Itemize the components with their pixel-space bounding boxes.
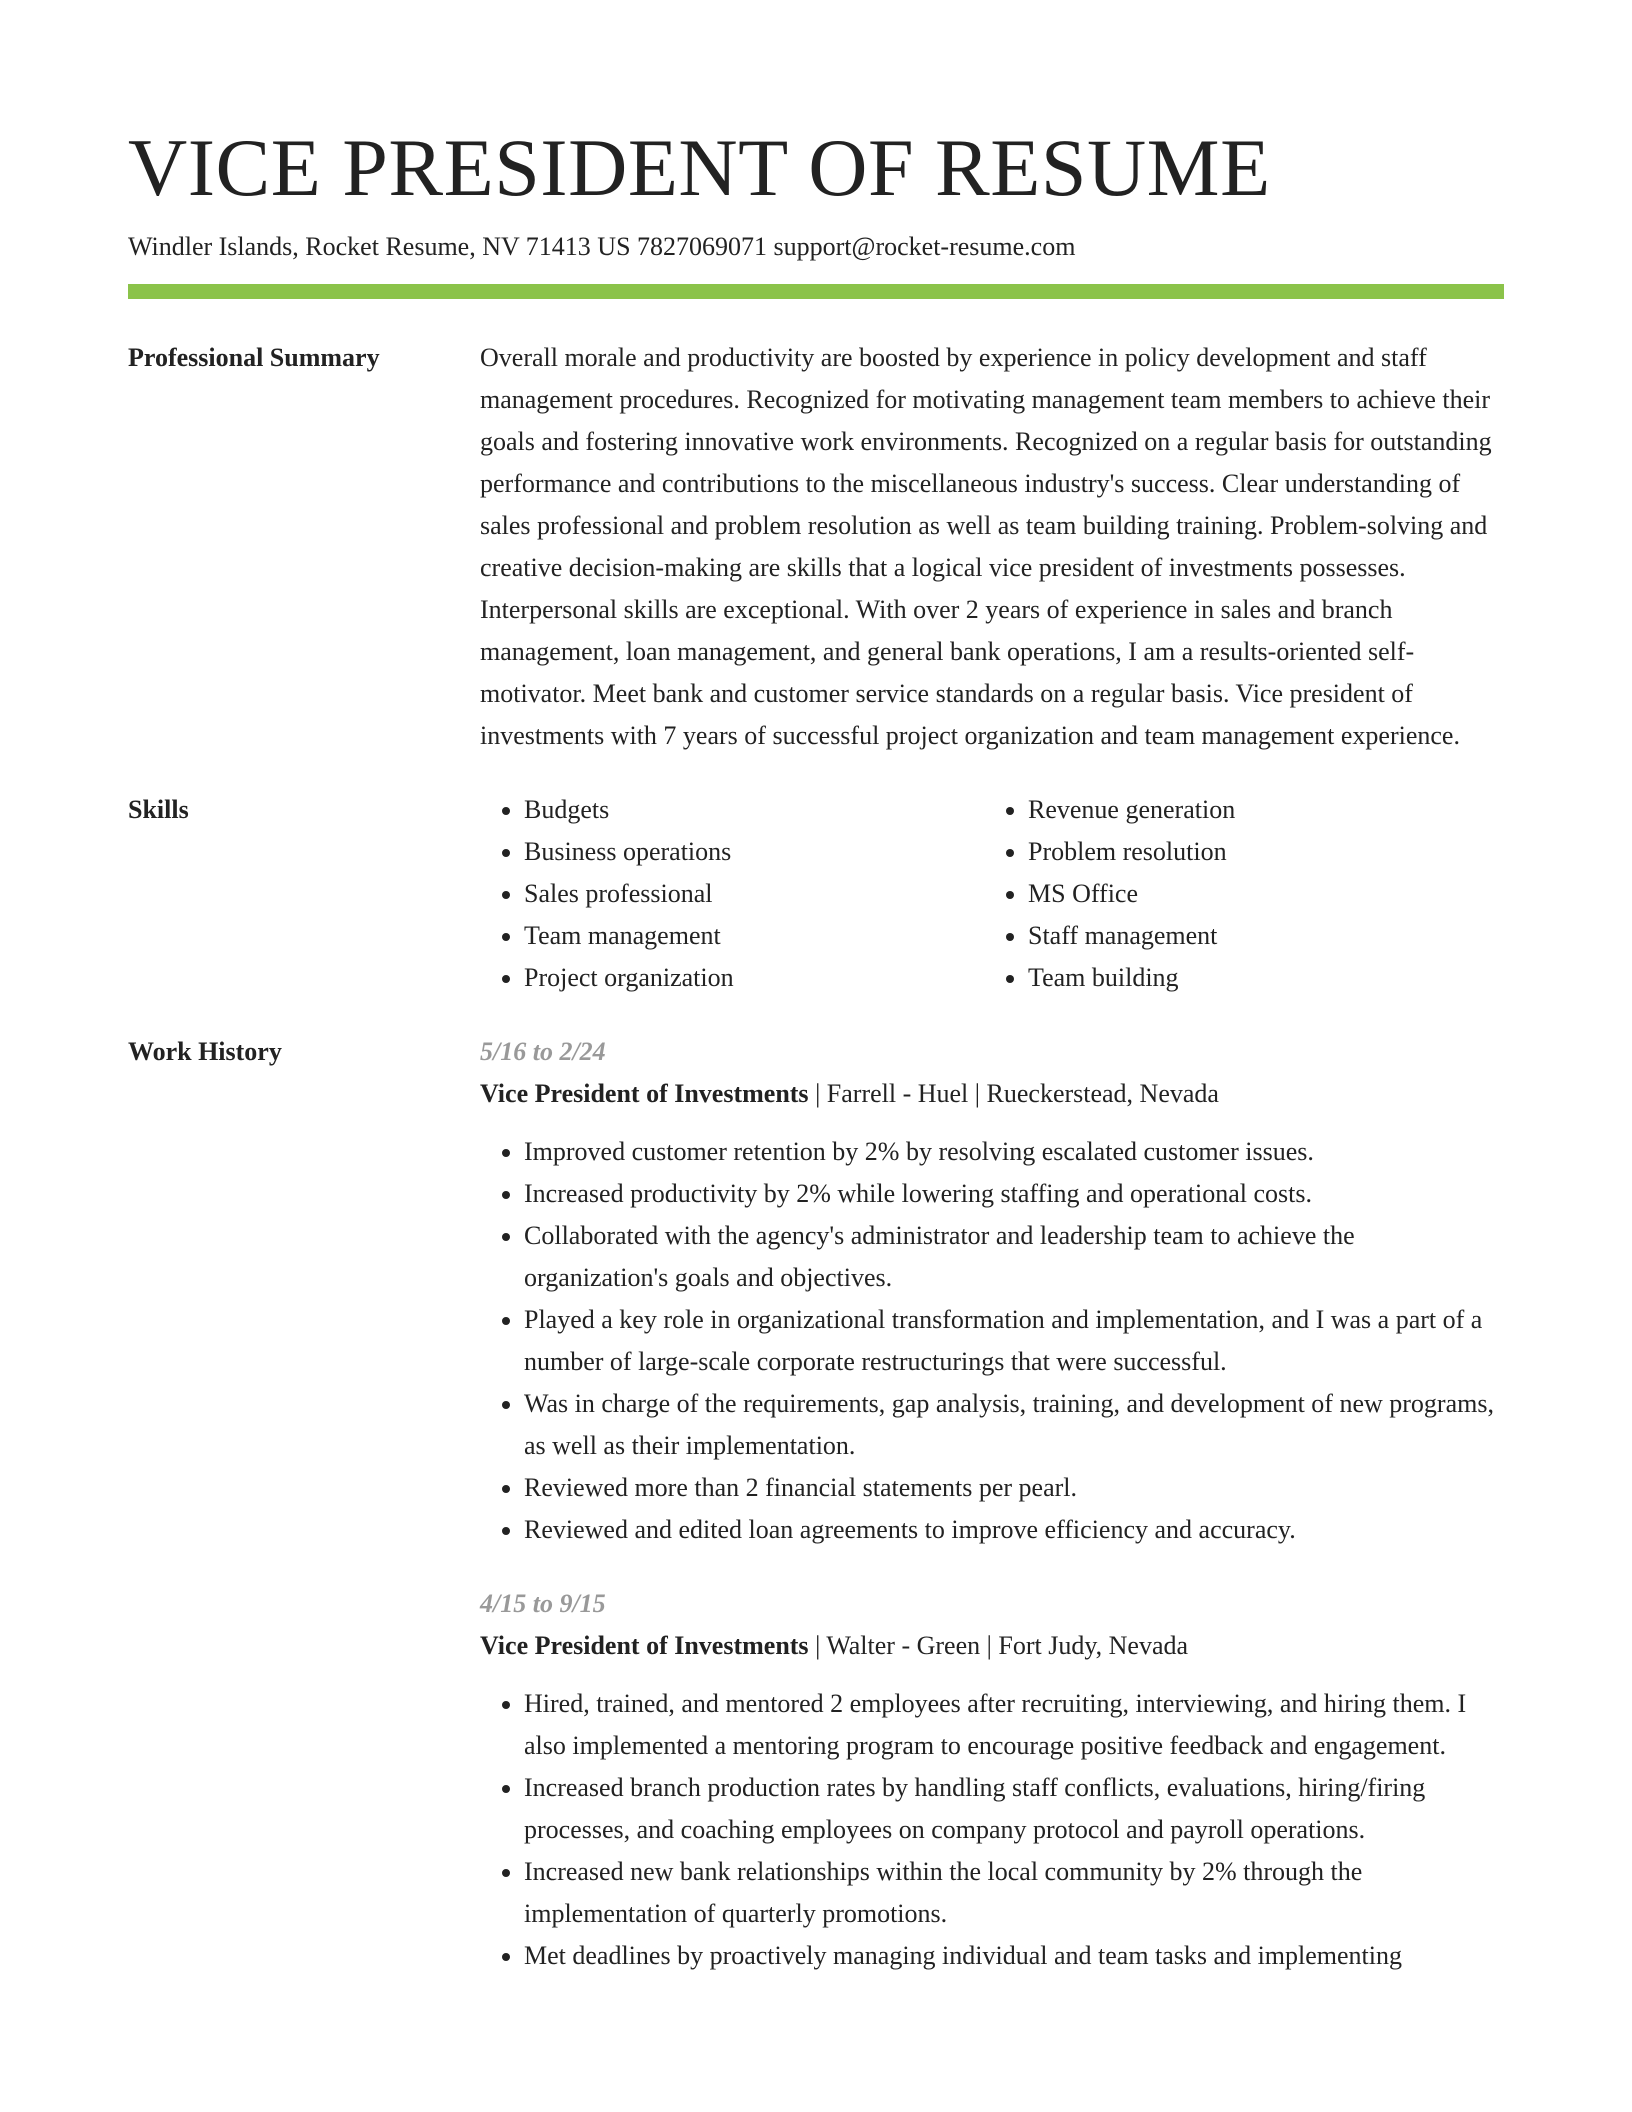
job-bullets [480,1131,1504,1551]
skill-item: • Project organization [524,957,984,999]
skill-item: • Problem resolution [1028,831,1488,873]
job-company: Walter - Green [826,1631,981,1660]
job-company: Farrell - Huel [826,1079,969,1108]
contact-address: Windler Islands, Rocket Resume, NV 71413 US [128,232,631,261]
skill-item: • Staff management [1028,915,1488,957]
resume-page [128,118,1504,1977]
job-heading: Vice President of Investments | Farrell - Huel | Rueckerstead, Nevada [480,1079,1219,1108]
job-bullet: • Increased productivity by 2% while lowering staffing and operational costs. [524,1173,1504,1215]
job-entry [480,1031,1504,1551]
skill-item: • Team management [524,915,984,957]
header-divider [128,284,1504,299]
summary-text: Overall morale and productivity are boosted by experience in policy development and staff management procedures. Recognized for motivating management team members to achieve their goals and fostering innovative work environments. Recognized on a regular basis for outstanding performance and contributions to the miscellaneous industry's success. Clear understanding of sales professional and problem resolution as well as team building training. Problem-solving and creative decision-making are skills that a logical vice president of investments possesses. Interpersonal skills are exceptional. With over 2 years of experience in sales and branch management, loan management, and general bank operations, I am a results-oriented self-motivator. Meet bank and customer service standards on a regular basis. Vice president of investments with 7 years of successful project organization and team management experience. [480,343,1492,750]
job-dates: 4/15 to 9/15 [480,1589,606,1618]
job-bullet: • Met deadlines by proactively managing individual and team tasks and implementing [524,1935,1504,1977]
skills-section [128,789,1504,999]
skills-list-left [480,789,984,999]
contact-line [128,230,1504,264]
contact-phone: 7827069071 [637,232,768,261]
job-bullet: • Reviewed more than 2 financial statements per pearl. [524,1467,1504,1509]
job-bullet: • Collaborated with the agency's administrator and leadership team to achieve the organization's goals and objectives. [524,1215,1504,1299]
job-bullet: • Reviewed and edited loan agreements to improve efficiency and accuracy. [524,1509,1504,1551]
section-title-work-history: Work History [128,1037,282,1066]
job-location: Fort Judy, Nevada [998,1631,1189,1660]
job-bullet: • Improved customer retention by 2% by resolving escalated customer issues. [524,1131,1504,1173]
skill-item: • Budgets [524,789,984,831]
contact-email[interactable]: support@rocket-resume.com [773,232,1076,261]
job-entry [480,1583,1504,1977]
job-location: Rueckerstead, Nevada [986,1079,1219,1108]
skill-item: • MS Office [1028,873,1488,915]
job-heading: Vice President of Investments | Walter - Green | Fort Judy, Nevada [480,1631,1189,1660]
skill-item: • Business operations [524,831,984,873]
section-title-summary: Professional Summary [128,343,380,372]
skill-item: • Revenue generation [1028,789,1488,831]
job-bullet: • Increased new bank relationships within the local community by 2% through the implementation of quarterly promotions. [524,1851,1504,1935]
job-bullet: • Was in charge of the requirements, gap analysis, training, and development of new programs, as well as their implementation. [524,1383,1504,1467]
skill-item: • Sales professional [524,873,984,915]
job-title: Vice President of Investments [480,1079,809,1108]
job-bullet: • Increased branch production rates by handling staff conflicts, evaluations, hiring/firing processes, and coaching employees on company protocol and payroll operations. [524,1767,1504,1851]
job-bullet: • Played a key role in organizational transformation and implementation, and I was a part of a number of large-scale corporate restructurings that were successful. [524,1299,1504,1383]
job-dates: 5/16 to 2/24 [480,1037,606,1066]
job-title: Vice President of Investments [480,1631,809,1660]
resume-name: VICE PRESIDENT OF RESUME [128,122,1271,213]
work-history-section [128,1031,1504,1977]
skill-item: • Team building [1028,957,1488,999]
section-title-skills: Skills [128,795,189,824]
job-bullet: • Hired, trained, and mentored 2 employees after recruiting, interviewing, and hiring them. I also implemented a mentoring program to encourage positive feedback and engagement. [524,1683,1504,1767]
job-bullets [480,1683,1504,1977]
skills-list-right [984,789,1488,999]
summary-section [128,337,1504,757]
